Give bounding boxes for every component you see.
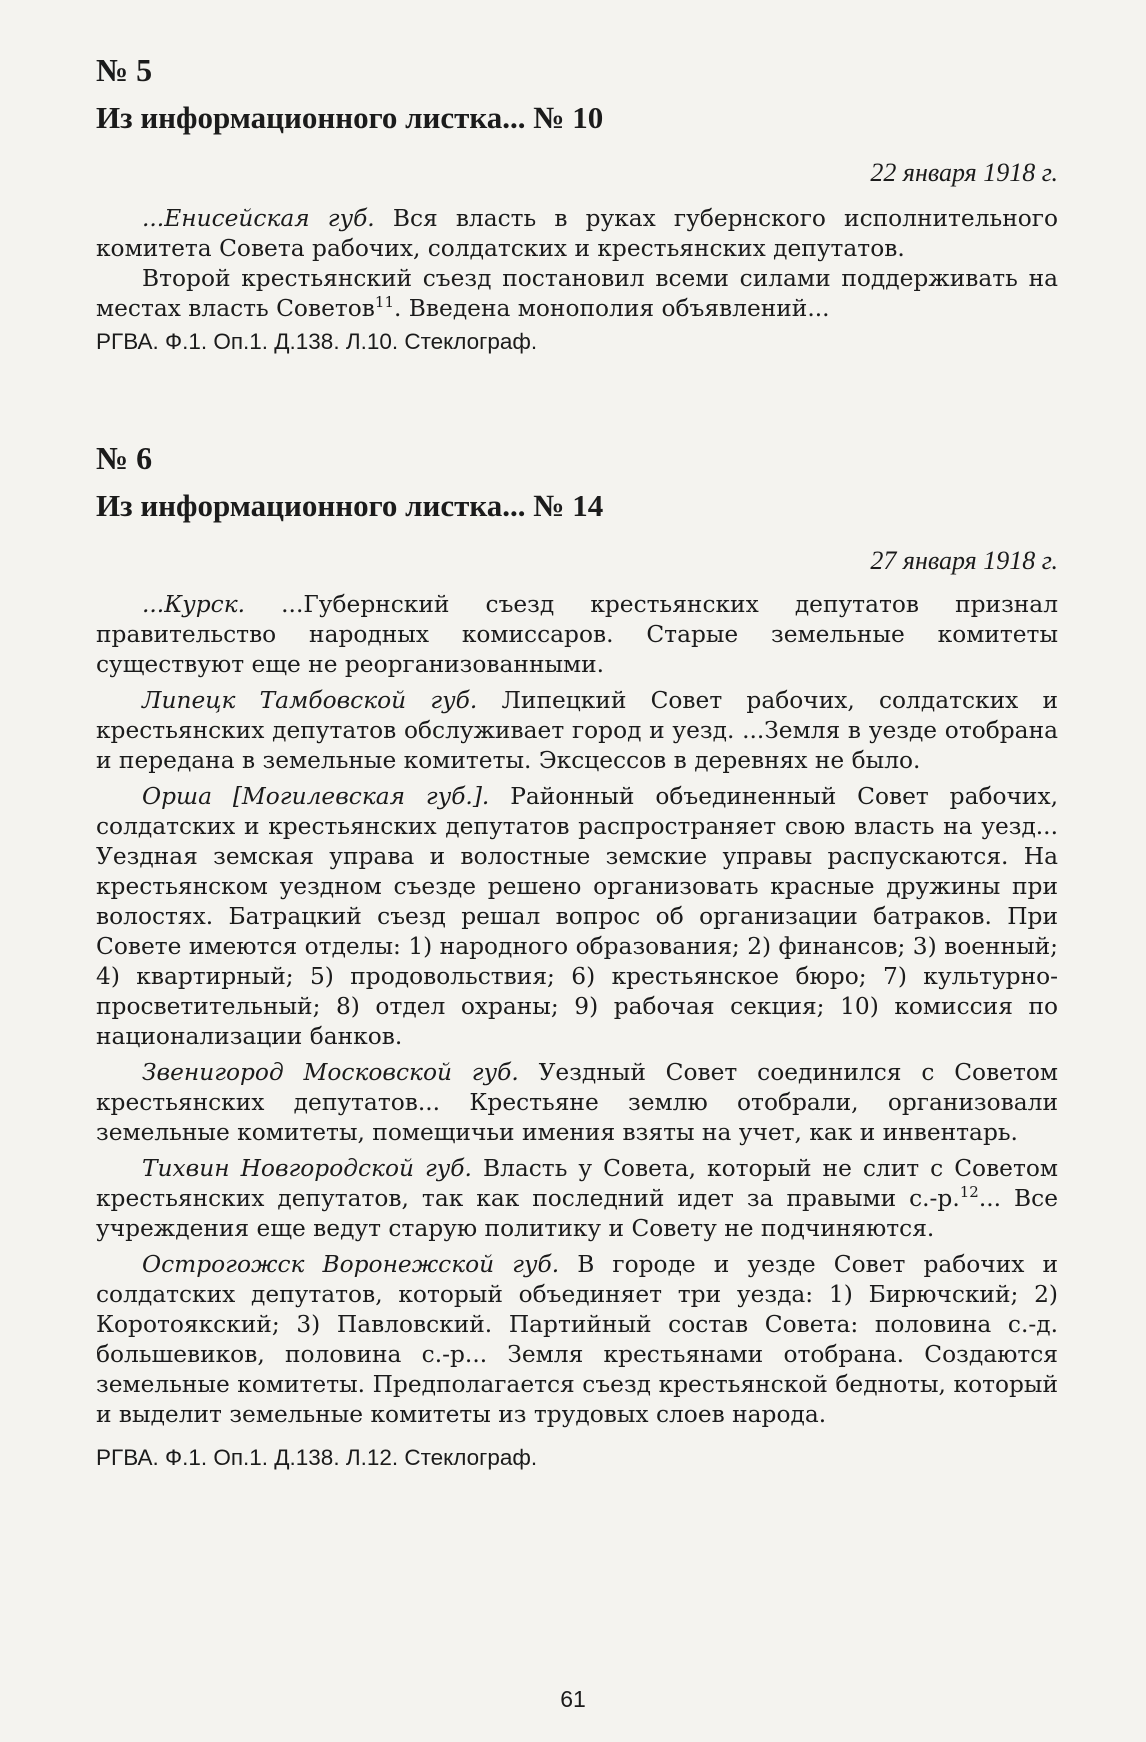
doc5-date: 22 января 1918 г. <box>870 158 1058 187</box>
doc6-source: РГВА. Ф.1. Оп.1. Д.138. Л.12. Стеклограф. <box>96 1445 538 1470</box>
kursk-place: ...Курск. <box>142 591 246 618</box>
doc5-source: РГВА. Ф.1. Оп.1. Д.138. Л.10. Стеклограф. <box>96 329 538 354</box>
doc6-paragraph-kursk <box>96 590 1058 680</box>
doc6-paragraph-zvenigorod <box>96 1058 1058 1148</box>
ostrogozhsk-place: Острогожск Воронежской губ. <box>142 1251 560 1278</box>
doc5-paragraph-2 <box>96 264 1058 324</box>
doc5-p2-text-a: Второй крестьянский съезд постановил всеми силами поддерживать на местах власть Советов <box>96 265 1058 322</box>
doc5-paragraph-1 <box>96 204 1058 264</box>
doc6-paragraph-ostrogozhsk <box>96 1250 1058 1430</box>
kursk-text: ...Губернский съезд крестьянских депутатов признал правительство народных комиссаров. Старые земельные комитеты существуют еще не реорганизованными. <box>96 591 1058 678</box>
document-5 <box>96 52 1058 356</box>
lipetsk-text: Липецкий Совет рабочих, солдатских и крестьянских депутатов обслуживает город и уезд. ...Земля в уезде отобрана и передана в земельные комитеты. Эксцессов в деревнях не было. <box>96 687 1058 774</box>
doc6-number: № 6 <box>96 440 153 476</box>
lipetsk-place: Липецк Тамбовской губ. <box>142 687 478 714</box>
zvenigorod-text: Уездный Совет соединился с Советом крестьянских депутатов... Крестьяне землю отобрали, организовали земельные комитеты, помещичьи имения взяты на учет, как и инвентарь. <box>96 1059 1059 1146</box>
doc6-paragraph-lipetsk <box>96 686 1058 776</box>
tikhvin-text-b: ... Все учреждения еще ведут старую политику и Совету не подчиняются. <box>96 1185 1059 1242</box>
doc6-paragraph-orsha <box>96 782 1058 1052</box>
page-number: 61 <box>560 1686 586 1712</box>
doc6-date: 27 января 1918 г. <box>870 546 1058 575</box>
doc6-paragraph-tikhvin <box>96 1154 1058 1244</box>
orsha-place: Орша [Могилевская губ.]. <box>142 783 490 810</box>
doc6-title: Из информационного листка... № 14 <box>96 488 604 523</box>
footnote-ref-12: 12 <box>959 1183 979 1202</box>
ostrogozhsk-text: В городе и уезде Совет рабочих и солдатских депутатов, который объединяет три уезда: 1) Бирючский; 2) Коротоякский; 3) Павловский. Партийный состав Совета: половина с.-д. большевиков, половина с.-р... Земля крестьянами отобрана. Создаются земельные комитеты. Предполагается съезд крестьянской бедноты, который и выделит земельные комитеты из трудовых слоев народа. <box>96 1251 1058 1428</box>
orsha-text: Районный объединенный Совет рабочих, солдатских и крестьянских депутатов распространяет свою власть на уезд... Уездная земская управа и волостные земские управы распускаются. На крестьянском уездном съезде решено организовать красные дружины при волостях. Батрацкий съезд решал вопрос об организации батраков. При Совете имеются отделы: 1) народного образования; 2) финансов; 3) военный; 4) квартирный; 5) продовольствия; 6) крестьянское бюро; 7) культурно-просветительный; 8) отдел охраны; 9) рабочая секция; 10) комиссия по национализации банков. <box>96 783 1058 1050</box>
doc5-number: № 5 <box>96 52 153 88</box>
tikhvin-place: Тихвин Новгородской губ. <box>142 1155 472 1182</box>
tikhvin-text-a: Власть у Совета, который не слит с Советом крестьянских депутатов, так как последний идет за правыми с.-р. <box>96 1155 1059 1212</box>
doc5-p1-text: Вся власть в руках губернского исполнительного комитета Совета рабочих, солдатских и крестьянских депутатов. <box>96 205 1058 262</box>
document-6 <box>96 440 1058 1472</box>
footnote-ref-11: 11 <box>374 293 394 312</box>
doc5-title: Из информационного листка... № 10 <box>96 100 604 135</box>
zvenigorod-place: Звенигород Московской губ. <box>142 1059 519 1086</box>
doc5-p1-place: ...Енисейская губ. <box>142 205 375 232</box>
doc5-p2-text-b: . Введена монополия объявлений... <box>394 295 830 322</box>
